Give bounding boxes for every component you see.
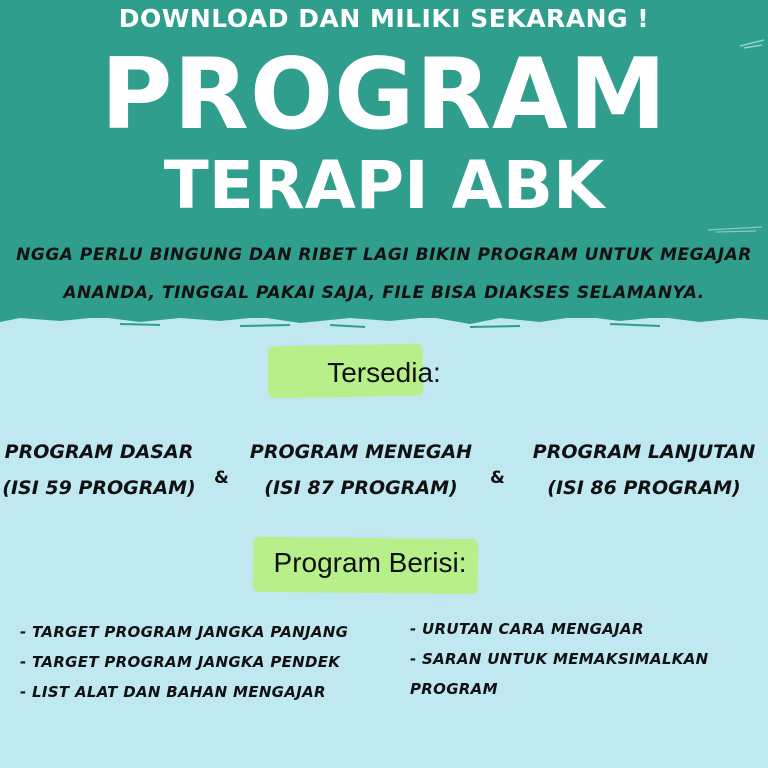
ampersand: &	[214, 468, 229, 488]
list-item: - SARAN UNTUK MEMAKSIMALKAN	[410, 650, 709, 668]
kicker-text: DOWNLOAD DAN MILIKI SEKARANG !	[118, 4, 650, 33]
program-count: (ISI 86 PROGRAM)	[547, 477, 741, 499]
brush-edge	[0, 306, 768, 332]
program-count: (ISI 59 PROGRAM)	[2, 477, 196, 499]
description-line-2: ANANDA, TINGGAL PAKAI SAJA, FILE BISA DIAKSES SELAMANYA.	[63, 283, 705, 303]
contents-list-left	[20, 617, 348, 707]
available-heading: Tersedia:	[327, 357, 441, 388]
contents-list-right	[410, 614, 708, 704]
program-menengah	[248, 434, 474, 506]
program-name: PROGRAM LANJUTAN	[532, 441, 756, 463]
ampersand: &	[490, 468, 505, 488]
list-item: - LIST ALAT DAN BAHAN MENGAJAR	[20, 683, 326, 701]
list-item: PROGRAM	[410, 680, 498, 698]
list-item: - URUTAN CARA MENGAJAR	[410, 620, 644, 638]
list-item: - TARGET PROGRAM JANGKA PANJANG	[20, 623, 349, 641]
program-dasar	[0, 434, 198, 506]
page-subtitle: TERAPI ABK	[163, 147, 605, 224]
list-item: - TARGET PROGRAM JANGKA PENDEK	[20, 653, 341, 671]
program-name: PROGRAM DASAR	[4, 441, 194, 463]
program-count: (ISI 87 PROGRAM)	[264, 477, 458, 499]
contents-heading: Program Berisi:	[273, 547, 467, 578]
description-line-1: NGGA PERLU BINGUNG DAN RIBET LAGI BIKIN PROGRAM UNTUK MEGAJAR	[16, 245, 752, 265]
program-name: PROGRAM MENEGAH	[249, 441, 473, 463]
page-title: PROGRAM	[100, 38, 668, 152]
program-lanjutan	[528, 434, 760, 506]
